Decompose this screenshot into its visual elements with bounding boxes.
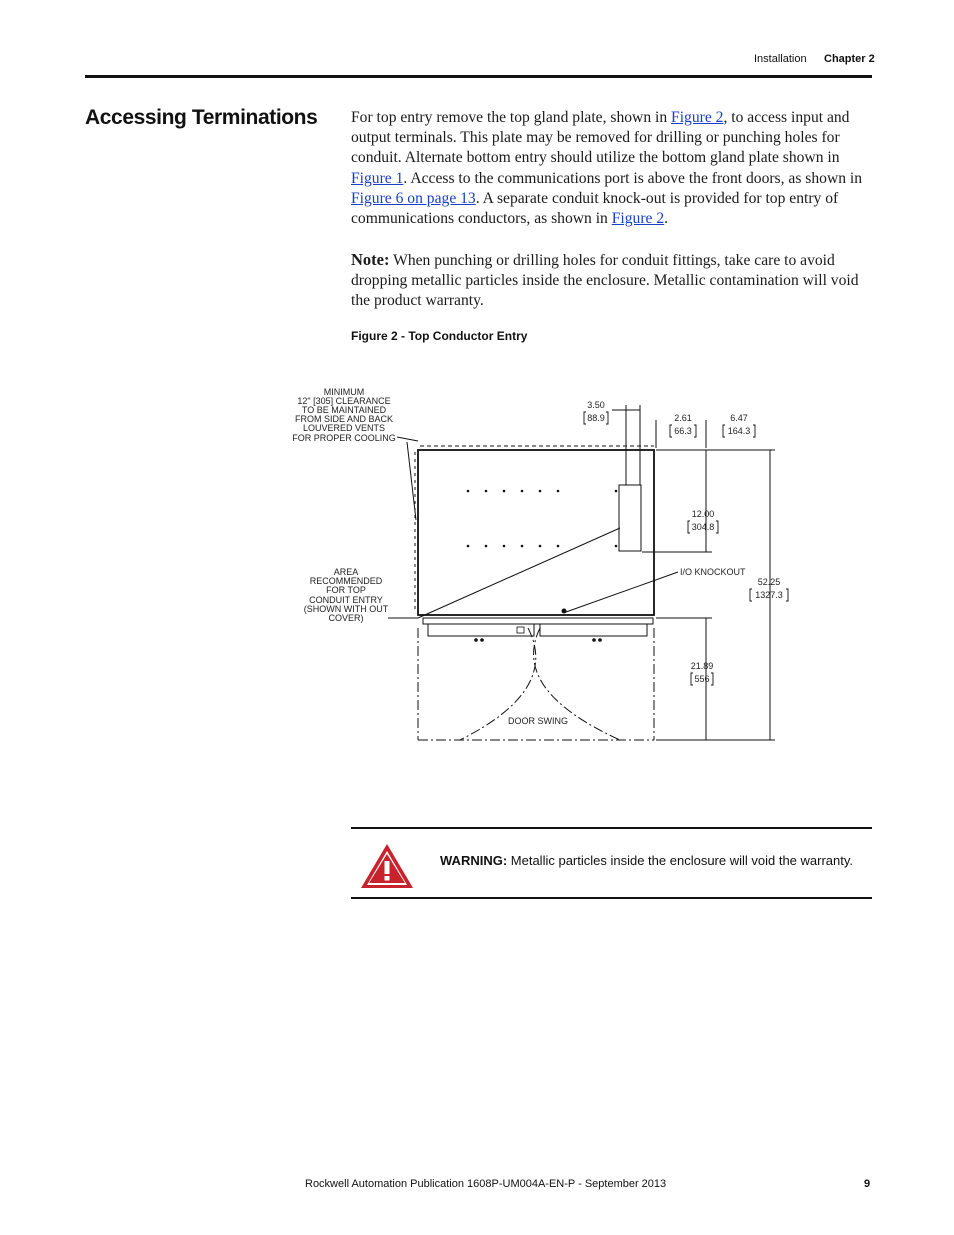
figure-2-link-second[interactable]: Figure 2 bbox=[611, 210, 665, 228]
dim-12-00: 12.00 bbox=[691, 509, 715, 519]
area-note-line-2: RECOMMENDED bbox=[309, 576, 383, 586]
clearance-note-line-6: FOR PROPER COOLING bbox=[292, 433, 396, 443]
clearance-note-line-1: MINIMUM bbox=[323, 387, 365, 397]
dim-2-61-mm: 66.3 bbox=[674, 426, 692, 436]
warning-box bbox=[351, 827, 872, 899]
figure-2-link[interactable]: Figure 2 bbox=[671, 109, 724, 126]
footer-publication: Rockwell Automation Publication 1608P-UM004A-EN-P - September 2013 bbox=[305, 1178, 667, 1190]
clearance-note-line-3: TO BE MAINTAINED bbox=[301, 405, 387, 415]
area-note-line-1: AREA bbox=[333, 567, 359, 577]
dim-2-61: 2.61 bbox=[674, 413, 692, 423]
footer-page-number: 9 bbox=[864, 1178, 871, 1190]
io-knockout-label: I/O KNOCKOUT bbox=[680, 567, 746, 577]
note-text: When punching or drilling holes for conduit fittings, take care to avoid dropping metallic particles inside the enclosure. Metallic contamination will void the product warranty. bbox=[351, 252, 859, 310]
warning-text bbox=[440, 853, 853, 868]
dim-52-25: 52.25 bbox=[757, 577, 781, 587]
clearance-note-line-2: 12" [305] CLEARANCE bbox=[297, 396, 391, 406]
note-label: Note: bbox=[351, 250, 390, 269]
area-note-line-4: CONDUIT ENTRY bbox=[309, 595, 383, 605]
area-note-line-5: (SHOWN WITH OUT bbox=[303, 604, 389, 614]
clearance-note-line-5: LOUVERED VENTS bbox=[302, 423, 386, 433]
header-chapter: Chapter 2 bbox=[824, 53, 875, 65]
dim-21-89: 21.89 bbox=[690, 661, 714, 671]
dim-3-50: 3.50 bbox=[587, 400, 605, 410]
figure-caption: Figure 2 - Top Conductor Entry bbox=[351, 329, 528, 343]
section-title: Accessing Terminations bbox=[85, 106, 318, 129]
dim-6-47: 6.47 bbox=[730, 413, 748, 423]
area-note-line-3: FOR TOP bbox=[326, 585, 366, 595]
figure-6-link[interactable]: Figure 6 on page 13 bbox=[351, 189, 476, 207]
dim-21-89-mm: 556 bbox=[694, 674, 710, 684]
warning-message: Metallic particles inside the enclosure will void the warranty. bbox=[507, 853, 854, 868]
dim-6-47-mm: 164.3 bbox=[727, 426, 751, 436]
header-section: Installation bbox=[754, 53, 807, 65]
dim-12-00-mm: 304.8 bbox=[691, 522, 715, 532]
warning-label: WARNING: bbox=[440, 853, 508, 868]
dim-3-50-mm: 88.9 bbox=[587, 413, 605, 423]
conduit-entry-plate bbox=[619, 485, 641, 551]
area-note-line-6: COVER) bbox=[328, 613, 364, 623]
clearance-note-line-4: FROM SIDE AND BACK bbox=[294, 414, 394, 424]
figure-1-link[interactable]: Figure 1 bbox=[351, 169, 404, 187]
body-paragraph: For top entry remove the top gland plate, shown in Figure 2, to access input and output terminals. This plate may be removed for drilling or punching holes for conduit. Alternate bottom entry should utilize the bottom gland plate shown in Figure 1. Access to the communications port is above the front doors, as shown in Figure 6 on page 13. A separate conduit knock-out is provided for top entry of communications conductors, as shown in Figure 2. bbox=[351, 109, 863, 228]
door-swing-label: DOOR SWING bbox=[508, 716, 568, 726]
dim-52-25-mm: 1327.3 bbox=[755, 590, 783, 600]
warning-triangle-icon bbox=[359, 841, 415, 891]
